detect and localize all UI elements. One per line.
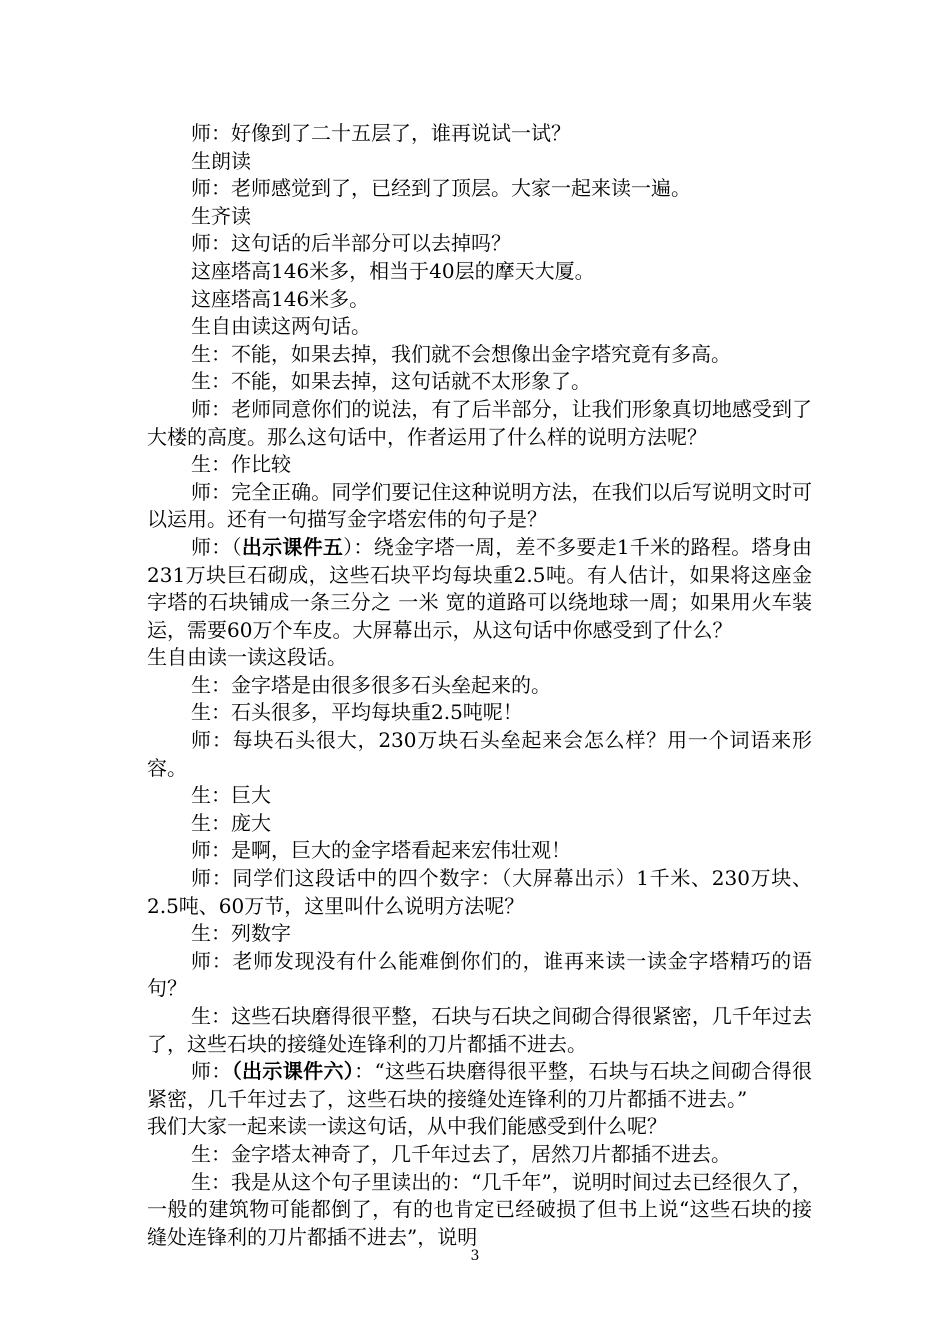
text-run: 生：列数字: [191, 921, 291, 946]
text-run: 生：作比较: [191, 452, 291, 477]
text-run: 生：金字塔太神奇了，几千年过去了，居然刀片都插不进去。: [191, 1141, 731, 1166]
paragraph: [147, 810, 812, 838]
paragraph: [147, 1058, 812, 1113]
paragraph: [147, 727, 812, 782]
text-run: 这座塔高146米多。: [191, 286, 370, 311]
text-run: 师：同学们这段话中的四个数字：（大屏幕出示）1千米、230万块、2.5吨、60万节，这里叫什么说明方法呢？: [147, 866, 812, 918]
document-body: [147, 120, 812, 1251]
text-run: ）：绕金字塔一周，差不多要走1千米的路程。塔身由231万块巨石砌成，这些石块平均每块重2.5吨。有人估计，如果将这座金字塔的石块铺成一条三分之 一米 宽的道路可以绕地球一周；如果用火车装运，需要60万个车皮。大屏幕出示，从这句话中你感受到了什么？: [147, 534, 813, 642]
paragraph: [147, 1169, 812, 1252]
text-run: 师：完全正确。同学们要记住这种说明方法，在我们以后写说明文时可以运用。还有一句描写金字塔宏伟的句子是？: [147, 479, 812, 532]
paragraph: [147, 948, 812, 1003]
page-number: 3: [470, 1248, 480, 1264]
paragraph: [147, 230, 812, 258]
paragraph: [147, 534, 812, 644]
paragraph: [147, 175, 812, 203]
paragraph: [147, 837, 812, 865]
text-run: ：“这些石块磨得很平整，石块与石块之间砌合得很紧密，几千年过去了，这些石块的接缝处连锋利的刀片都插不进去。”: [147, 1059, 813, 1111]
paragraph: [147, 341, 812, 369]
text-run: 生自由读这两句话。: [191, 314, 371, 339]
text-run: 师：老师同意你们的说法，有了后半部分，让我们形象真切地感受到了大楼的高度。那么这句话中，作者运用了什么样的说明方法呢？: [147, 396, 812, 449]
paragraph: [147, 920, 812, 948]
text-run: 生：金字塔是由很多很多石头垒起来的。: [191, 672, 551, 697]
bold-text: （出示课件六）: [231, 1059, 355, 1084]
text-run: 师：老师发现没有什么能难倒你们的，谁再来读一读金字塔精巧的语句？: [147, 948, 812, 1001]
paragraph: [147, 148, 812, 176]
paragraph: [147, 313, 812, 341]
paragraph: [147, 672, 812, 700]
paragraph: [147, 782, 812, 810]
text-run: 生齐读: [191, 203, 251, 228]
text-run: 师：（: [191, 534, 242, 559]
paragraph: [147, 1141, 812, 1169]
paragraph: [147, 258, 812, 286]
text-run: 生：石头很多，平均每块重2.5吨呢！: [191, 700, 523, 725]
text-run: 生：巨大: [191, 783, 271, 808]
text-run: 师：好像到了二十五层了，谁再说试一试？: [191, 121, 571, 145]
paragraph: [147, 865, 812, 920]
text-run: 生：不能，如果去掉，这句话就不太形象了。: [191, 369, 591, 394]
text-run: 师：每块石头很大，230万块石头垒起来会怎么样？用一个词语来形容。: [147, 728, 812, 780]
paragraph: [147, 644, 812, 672]
text-run: 师：是啊，巨大的金字塔看起来宏伟壮观！: [191, 838, 571, 863]
text-run: 生：我是从这个句子里读出的：“几千年”，说明时间过去已经很久了，一般的建筑物可能都倒了，有的也肯定已经破损了但书上说“这些石块的接缝处连锋利的刀片都插不进去”，说明: [147, 1169, 812, 1249]
text-run: 生：不能，如果去掉，我们就不会想像出金字塔究竟有多高。: [191, 341, 731, 366]
paragraph: [147, 120, 812, 148]
text-run: 师：老师感觉到了，已经到了顶层。大家一起来读一遍。: [191, 176, 691, 201]
text-run: 我们大家一起来读一读这句话，从中我们能感受到什么呢？: [147, 1114, 667, 1139]
paragraph: [147, 1113, 812, 1141]
paragraph: [147, 368, 812, 396]
paragraph: [147, 396, 812, 451]
bold-text: 出示课件五: [241, 534, 344, 559]
text-run: 生：庞大: [191, 810, 271, 835]
paragraph: [147, 451, 812, 479]
paragraph: [147, 1003, 812, 1058]
paragraph: [147, 203, 812, 231]
paragraph: [147, 286, 812, 314]
text-run: 生朗读: [191, 148, 251, 173]
text-run: 这座塔高146米多，相当于40层的摩天大厦。: [191, 258, 595, 283]
paragraph: [147, 479, 812, 534]
text-run: 师：这句话的后半部分可以去掉吗？: [191, 231, 511, 256]
text-run: 师：: [191, 1059, 232, 1084]
paragraph: [147, 699, 812, 727]
text-run: 生自由读一读这段话。: [147, 645, 347, 670]
text-run: 生：这些石块磨得很平整，石块与石块之间砌合得很紧密，几千年过去了，这些石块的接缝处连锋利的刀片都插不进去。: [147, 1004, 812, 1056]
